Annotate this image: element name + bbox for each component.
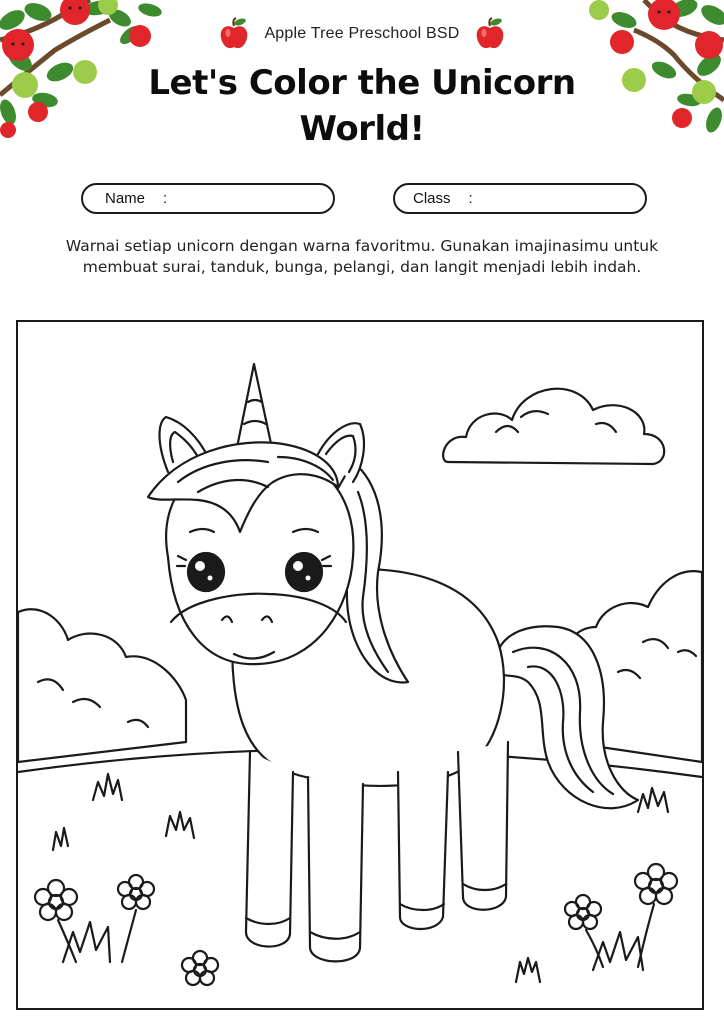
page-title bbox=[100, 60, 624, 152]
name-label: Name bbox=[105, 190, 146, 207]
flower-icon bbox=[118, 875, 154, 962]
school-name: Apple Tree Preschool BSD bbox=[264, 25, 460, 42]
class-field[interactable] bbox=[393, 183, 647, 214]
flower-icon bbox=[35, 880, 77, 962]
flower-icon bbox=[182, 951, 218, 985]
apple-icon bbox=[218, 17, 250, 51]
school-header bbox=[0, 16, 724, 52]
instructions-text bbox=[30, 236, 694, 278]
instructions-line-2: membuat surai, tanduk, bunga, pelangi, dan langit menjadi lebih indah. bbox=[82, 258, 642, 276]
title-line-1: Let's Color the Unicorn bbox=[148, 63, 576, 103]
coloring-picture-frame[interactable] bbox=[16, 320, 704, 1010]
cloud-icon bbox=[443, 389, 664, 464]
class-separator: : bbox=[468, 190, 473, 207]
name-field[interactable] bbox=[81, 183, 335, 214]
apple-icon bbox=[474, 17, 506, 51]
name-separator: : bbox=[163, 190, 168, 207]
unicorn-coloring-illustration bbox=[18, 322, 702, 1008]
instructions-line-1: Warnai setiap unicorn dengan warna favoritmu. Gunakan imajinasimu untuk bbox=[65, 237, 659, 255]
title-line-2: World! bbox=[299, 109, 425, 149]
class-label: Class bbox=[413, 190, 451, 207]
